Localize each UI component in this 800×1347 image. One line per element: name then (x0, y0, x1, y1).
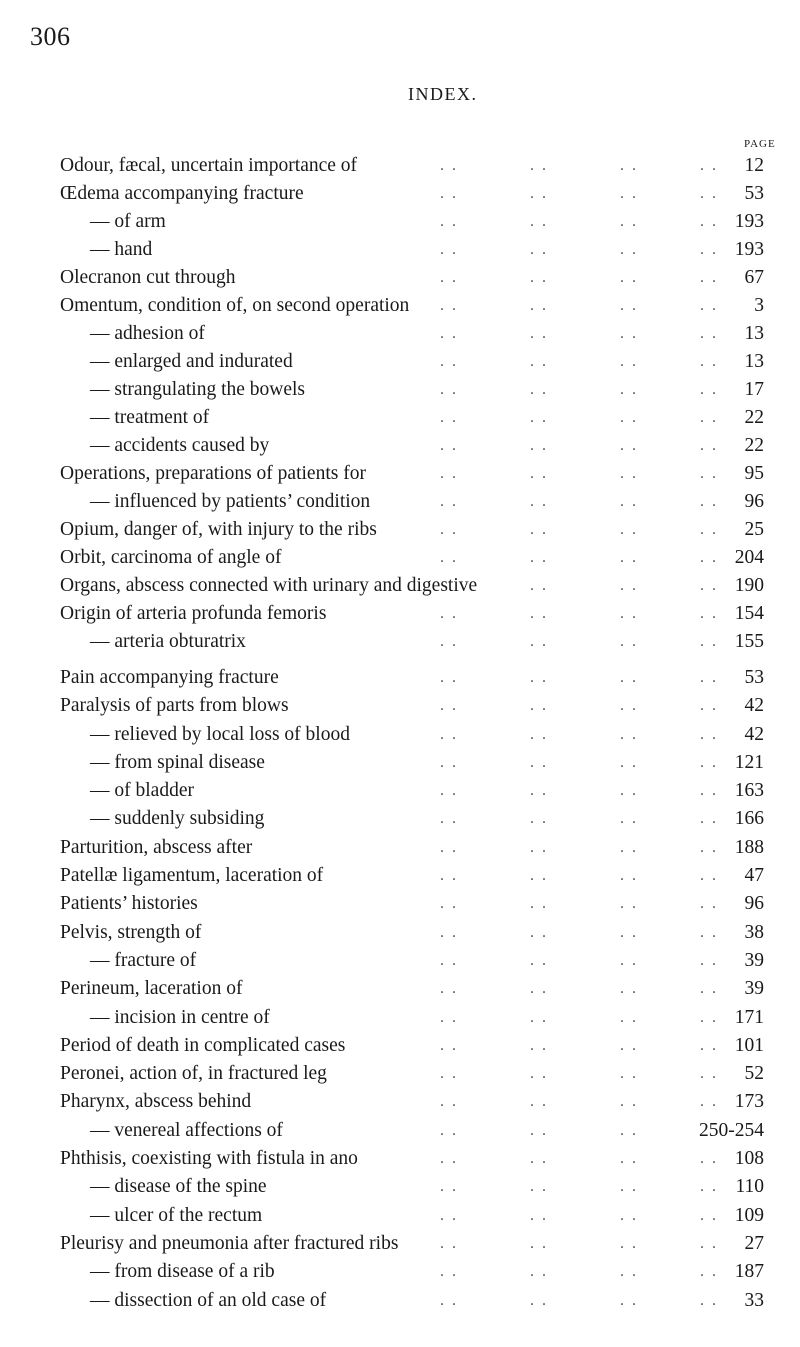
index-entry (60, 805, 770, 833)
leader-dots: . . . . . . . . (440, 697, 718, 715)
entry-text: Olecranon cut through (60, 267, 236, 288)
entry-page: 12 (744, 155, 764, 176)
index-entry (60, 692, 770, 720)
index-entry (60, 404, 770, 432)
entry-page: 38 (744, 921, 764, 943)
leader-dots: . . . . . . . . (440, 157, 718, 174)
index-entry (60, 1060, 770, 1088)
entry-page: 108 (734, 1148, 764, 1170)
index-entry (60, 975, 770, 1003)
entry-text: Patients’ histories (60, 893, 198, 915)
leader-dots: . . . . . . (530, 577, 718, 594)
index-entry (60, 834, 770, 862)
index-entry (60, 516, 770, 544)
entry-page: 22 (744, 407, 764, 428)
leader-dots: . . . . . . . . (440, 1065, 718, 1083)
index-entry (60, 1230, 770, 1258)
entry-page: 53 (744, 183, 764, 204)
index-entry (60, 292, 770, 320)
entry-text: Perineum, laceration of (60, 978, 243, 1000)
leader-dots: . . . . . . . . (440, 269, 718, 286)
entry-text: — adhesion of (90, 323, 205, 344)
entry-text: — influenced by patients’ condition (90, 491, 371, 512)
leader-dots: . . . . . . . . (440, 1234, 718, 1252)
entry-page: 25 (744, 519, 764, 540)
entry-page: 13 (744, 323, 764, 344)
entry-text: Operations, preparations of patients for (60, 463, 366, 484)
entry-text: — incision in centre of (90, 1006, 270, 1028)
entry-page: 190 (734, 575, 764, 596)
index-entry (60, 348, 770, 376)
index-entry (60, 1004, 770, 1032)
entry-page: 187 (734, 1261, 764, 1283)
running-head: INDEX. (408, 84, 478, 104)
index-entry (60, 890, 770, 918)
entry-page: 163 (734, 780, 764, 802)
index-entry (60, 264, 770, 292)
entry-text: Pleurisy and pneumonia after fractured ribs (60, 1232, 399, 1254)
index-entry (60, 777, 770, 805)
entry-page: 27 (744, 1232, 764, 1254)
entry-text: Paralysis of parts from blows (60, 695, 289, 717)
entry-text: Parturition, abscess after (60, 836, 253, 858)
leader-dots: . . . . . . . . (440, 838, 718, 856)
entry-text: — of bladder (90, 780, 194, 802)
entry-text: Odour, fæcal, uncertain importance of (60, 155, 358, 176)
leader-dots: . . . . . . . . (440, 1178, 718, 1196)
entry-page: 42 (744, 695, 764, 717)
leader-dots: . . . . . . . . (440, 1263, 718, 1281)
entry-text: Pharynx, abscess behind (60, 1091, 252, 1113)
index-entry (60, 152, 770, 180)
leader-dots: . . . . . . . . (440, 213, 718, 230)
entry-page: 110 (735, 1176, 764, 1198)
index-entry (60, 320, 770, 348)
index-entry (60, 544, 770, 572)
entry-page: 17 (744, 379, 764, 400)
entry-page: 42 (744, 723, 764, 745)
leader-dots: . . . . . . . . (440, 867, 718, 885)
entry-text: — suddenly subsiding (90, 808, 265, 830)
entry-text: — fracture of (90, 949, 197, 971)
index-entry (60, 664, 770, 692)
entry-page: 96 (744, 491, 764, 512)
leader-dots: . . . . . . . . (440, 353, 718, 370)
entry-page: 39 (744, 978, 764, 1000)
index-entry (60, 1202, 770, 1230)
leader-dots: . . . . . . . . (440, 980, 718, 998)
entry-page: 193 (734, 211, 764, 232)
entry-page: 166 (734, 808, 764, 830)
entry-text: — ulcer of the rectum (90, 1204, 263, 1226)
entry-text: — disease of the spine (90, 1176, 267, 1198)
leader-dots: . . . . . . . . (440, 437, 718, 454)
entry-text: — treatment of (90, 407, 210, 428)
leader-dots: . . . . . . . . (440, 381, 718, 398)
index-entry (60, 749, 770, 777)
entry-text: — from spinal disease (90, 751, 265, 773)
entry-page: 22 (744, 435, 764, 456)
entry-text: Organs, abscess connected with urinary and digestive (60, 575, 478, 596)
leader-dots: . . . . . . . . (440, 1291, 718, 1309)
entry-page: 204 (734, 547, 764, 568)
leader-dots: . . . . . . . . (440, 895, 718, 913)
entry-text: Pelvis, strength of (60, 921, 202, 943)
leader-dots: . . . . . . . . (440, 951, 718, 969)
index-entry (60, 1287, 770, 1315)
index-entry (60, 919, 770, 947)
entry-page: 155 (734, 631, 764, 652)
index-entry (60, 376, 770, 404)
leader-dots: . . . . . . . . (440, 923, 718, 941)
entry-text: Phthisis, coexisting with fistula in ano (60, 1148, 358, 1170)
index-section-p (60, 664, 770, 1315)
entry-text: — hand (90, 239, 153, 260)
entry-page: 173 (734, 1091, 764, 1113)
page-number: 306 (30, 22, 71, 51)
entry-text: Opium, danger of, with injury to the ribs (60, 519, 377, 540)
index-entry (60, 721, 770, 749)
entry-text: Omentum, condition of, on second operation (60, 295, 410, 316)
leader-dots: . . . . . . (440, 1121, 638, 1139)
leader-dots: . . . . . . . . (440, 185, 718, 202)
index-entry (60, 572, 770, 600)
entry-text: — venereal affections of (90, 1119, 283, 1141)
leader-dots: . . . . . . . . (440, 753, 718, 771)
index-entry (60, 1258, 770, 1286)
index-entry (60, 236, 770, 264)
index-entry (60, 1173, 770, 1201)
entry-text: Patellæ ligamentum, laceration of (60, 865, 324, 887)
entry-text: Œdema accompanying fracture (60, 183, 304, 204)
entry-page: 188 (734, 836, 764, 858)
entry-text: Period of death in complicated cases (60, 1034, 346, 1056)
index-entry (60, 947, 770, 975)
leader-dots: . . . . . . . . (440, 605, 718, 622)
entry-page: 52 (744, 1063, 764, 1085)
entry-page: 95 (744, 463, 764, 484)
index-entry (60, 628, 770, 656)
index-entry (60, 600, 770, 628)
index-entry (60, 432, 770, 460)
entry-page: 33 (744, 1289, 764, 1311)
entry-page: 96 (744, 893, 764, 915)
entry-text: — strangulating the bowels (90, 379, 306, 400)
index-entry (60, 1032, 770, 1060)
entry-page: 154 (734, 603, 764, 624)
page-column-label: PAGE (744, 138, 776, 150)
entry-text: Origin of arteria profunda femoris (60, 603, 327, 624)
index-entry (60, 1088, 770, 1116)
entry-text: — enlarged and indurated (90, 351, 293, 372)
leader-dots: . . . . . . . . (440, 549, 718, 566)
entry-text: — of arm (90, 211, 166, 232)
entry-text: — dissection of an old case of (90, 1289, 327, 1311)
entry-page: 193 (734, 239, 764, 260)
entry-text: Orbit, carcinoma of angle of (60, 547, 282, 568)
index-entry (60, 180, 770, 208)
index-section-o (60, 152, 770, 656)
leader-dots: . . . . . . . . (440, 810, 718, 828)
leader-dots: . . . . . . . . (440, 1150, 718, 1168)
leader-dots: . . . . . . . . (440, 1093, 718, 1111)
index-entry (60, 460, 770, 488)
entry-page: 101 (734, 1034, 764, 1056)
index-entry (60, 1145, 770, 1173)
entry-text: — accidents caused by (90, 435, 270, 456)
entry-page: 53 (744, 667, 764, 688)
entry-text: — arteria obturatrix (90, 631, 246, 652)
entry-page: 3 (754, 295, 764, 316)
index-entry (60, 1117, 770, 1145)
leader-dots: . . . . . . . . (440, 633, 718, 650)
entry-text: Pain accompanying fracture (60, 667, 279, 688)
entry-text: — relieved by local loss of blood (90, 723, 350, 745)
entry-page: 13 (744, 351, 764, 372)
entry-text: Peronei, action of, in fractured leg (60, 1063, 327, 1085)
leader-dots: . . . . . . . . (440, 297, 718, 314)
leader-dots: . . . . . . . . (440, 782, 718, 800)
leader-dots: . . . . . . . . (440, 725, 718, 743)
leader-dots: . . . . . . . . (440, 1036, 718, 1054)
entry-page: 109 (734, 1204, 764, 1226)
leader-dots: . . . . . . . . (440, 325, 718, 342)
index-entry (60, 862, 770, 890)
entry-page: 67 (744, 267, 764, 288)
entry-page: 121 (734, 751, 764, 773)
leader-dots: . . . . . . . . (440, 1206, 718, 1224)
leader-dots: . . . . . . . . (440, 669, 718, 686)
entry-page: 171 (734, 1006, 764, 1028)
leader-dots: . . . . . . . . (440, 521, 718, 538)
leader-dots: . . . . . . . . (440, 493, 718, 510)
entry-page: 39 (744, 949, 764, 971)
leader-dots: . . . . . . . . (440, 465, 718, 482)
leader-dots: . . . . . . . . (440, 241, 718, 258)
entry-text: — from disease of a rib (90, 1261, 275, 1283)
index-entry (60, 488, 770, 516)
entry-page: 47 (744, 865, 764, 887)
index-entry (60, 208, 770, 236)
leader-dots: . . . . . . . . (440, 1008, 718, 1026)
leader-dots: . . . . . . . . (440, 409, 718, 426)
entry-page: 250-254 (699, 1119, 764, 1141)
